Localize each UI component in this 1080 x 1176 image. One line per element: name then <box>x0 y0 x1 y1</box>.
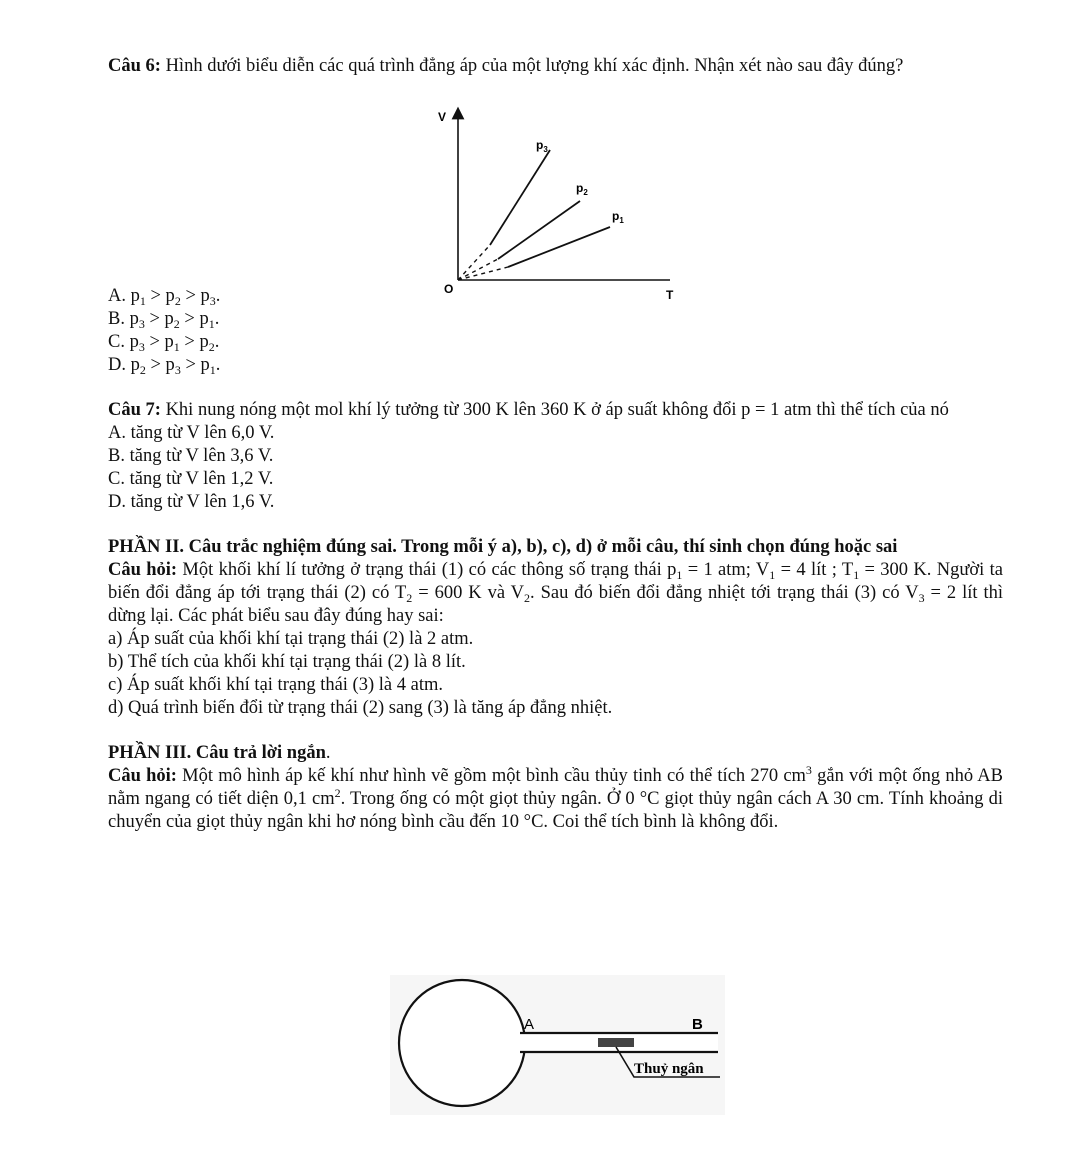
q7-label: Câu 7: <box>108 400 161 420</box>
part3-question: Câu hỏi: Một mô hình áp kế khí như hình vẽ gồm một bình cầu thủy tinh có thể tích 270 $cm^3$ gắn với một ống nhỏ AB nằm ngang có tiết diện 0,1 $cm^2$. Trong ống có một giọt thủy ngân. Ở 0 °C giọt thủy ngân cách A 30 cm. Tính khoảng di chuyển của giọt thủy ngân khi hơ nóng bình cầu đến 10 °C. Coi thể tích bình là không đổi. <box>108 763 1003 832</box>
isobar-p3 <box>490 150 550 245</box>
q6-text: Hình dưới biểu diễn các quá trình đẳng áp của một lượng khí xác định. Nhận xét nào sau đây đúng? <box>160 56 904 76</box>
part2-statement-a: a) Áp suất của khối khí tại trạng thái (2) là 2 atm. <box>108 629 474 649</box>
part3-heading: PHẦN III. Câu trả lời ngắn. <box>108 743 331 763</box>
isobar-p2 <box>498 201 580 259</box>
q6-label: Câu 6: <box>108 56 161 76</box>
spacer <box>108 377 1003 399</box>
origin-label: O <box>444 282 454 296</box>
p2-dashed <box>458 259 498 280</box>
part2-statement-b: b) Thể tích của khối khí tại trạng thái (2) là 8 lít. <box>108 652 466 672</box>
isobar-graph <box>420 105 680 310</box>
p3-label: $p_3$ <box>536 138 548 154</box>
spacer <box>108 514 1003 536</box>
label-mercury: Thuỷ ngân <box>634 1061 704 1077</box>
glass-bulb <box>399 980 525 1106</box>
p1-dashed <box>458 267 508 280</box>
q6-option-b: B. $p_3 > p_2 > p_1$. <box>108 309 220 331</box>
axis-v-label: V <box>438 110 447 124</box>
q7-option-a: A. tăng từ V lên 6,0 V. <box>108 423 275 443</box>
q6-option-c: C. $p_3 > p_1 > p_2$. <box>108 332 220 354</box>
part3-question-label: Câu hỏi: <box>108 766 177 786</box>
q7-option-b: B. tăng từ V lên 3,6 V. <box>108 446 274 466</box>
q7-option-d: D. tăng từ V lên 1,6 V. <box>108 492 275 512</box>
manometer-figure <box>390 975 725 1115</box>
label-a: A <box>524 1016 535 1033</box>
q6-option-d: D. $p_2 > p_3 > p_1$. <box>108 355 221 377</box>
q7-text: Khi nung nóng một mol khí lý tưởng từ 300 K lên 360 K ở áp suất không đổi p = 1 atm thì thể tích của nó <box>160 400 949 420</box>
spacer <box>108 720 1003 742</box>
isobar-p1 <box>508 227 610 267</box>
q6-option-a: A. $p_1 > p_2 > p_3$. <box>108 286 221 308</box>
part2-statement-c: c) Áp suất khối khí tại trạng thái (3) là 4 atm. <box>108 675 443 695</box>
part2-heading: PHẦN II. Câu trắc nghiệm đúng sai. Trong mỗi ý a), b), c), d) ở mỗi câu, thí sinh chọn đúng hoặc sai <box>108 537 898 557</box>
part2-statement-d: d) Quá trình biến đổi từ trạng thái (2) sang (3) là tăng áp đẳng nhiệt. <box>108 698 613 718</box>
q7-option-c: C. tăng từ V lên 1,2 V. <box>108 469 274 489</box>
axis-t-label: T <box>666 288 674 302</box>
mercury-drop <box>598 1038 634 1047</box>
part2-question: Câu hỏi: Một khối khí lí tưởng ở trạng thái (1) có các thông số trạng thái $p_1 = 1$ atm; $V_1 = 4$ lít ; $T_1 = 300$ K. Người ta biến đổi đẳng áp tới trạng thái (2) có $T_2 = 600$ K và $V_2$. Sau đó biến đổi đẳng nhiệt tới trạng thái (3) có $V_3 = 2$ lít thì dừng lại. Các phát biểu sau đây đúng hay sai: <box>108 560 1003 626</box>
part2-question-label: Câu hỏi: <box>108 560 178 580</box>
q7-stem <box>108 399 1003 422</box>
p2-label: $p_2$ <box>576 181 588 197</box>
p1-label: $p_1$ <box>612 209 624 225</box>
label-b: B <box>692 1016 703 1033</box>
q6-stem <box>108 55 1003 78</box>
p3-dashed <box>458 245 490 280</box>
